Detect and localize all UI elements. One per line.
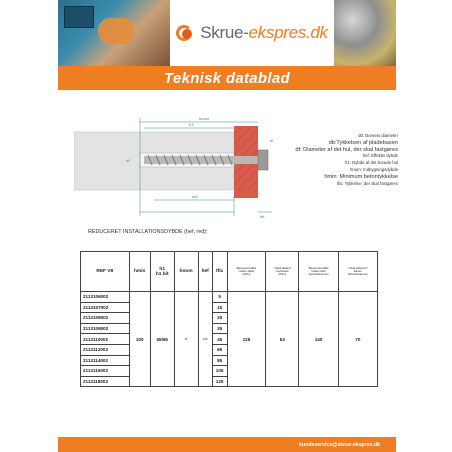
legend-hmin: hmin: Minimum betontykkelse — [324, 173, 398, 180]
cell-tfix: 15 — [212, 302, 227, 313]
tool-case-shape — [64, 6, 94, 28]
label-tfix: tfix — [260, 215, 265, 219]
footer — [58, 437, 396, 452]
label-hef: hef — [192, 194, 198, 199]
header-photo-screws — [334, 0, 396, 66]
header-edge-distance-2: Kritisk afstand til kanten (betonbæreevne) — [338, 252, 377, 292]
header-hef: hef — [198, 252, 212, 292]
cell-tfix: 105 — [212, 366, 227, 377]
table-row — [81, 292, 378, 303]
logo[interactable] — [170, 0, 334, 66]
cell-capacity-1: 125 — [227, 292, 266, 387]
cell-capacity-2: 140 — [299, 292, 338, 387]
header — [58, 0, 396, 66]
label-h1: h1 — [189, 122, 194, 127]
legend-tfix: tfix: Tykkelse, der skal fastgøres — [336, 180, 398, 186]
page-title: Teknisk datablad — [164, 69, 290, 87]
table-title: REDUCERET INSTALLATIONSDYBDE (hef, red): — [88, 229, 208, 235]
legend-hef: hef: Effektiv dybde — [362, 153, 398, 159]
cell-tfix: 35 — [212, 323, 227, 334]
header-photo-tools — [58, 0, 170, 66]
title-banner — [58, 66, 396, 90]
cell-tfix: 45 — [212, 334, 227, 345]
cell-ref: 2113114002 — [81, 355, 130, 366]
cell-tfix: 85 — [212, 355, 227, 366]
cell-ref: 2113110002 — [81, 334, 130, 345]
cell-ref: 2113109002 — [81, 323, 130, 334]
glove-shape — [98, 18, 134, 44]
spec-table — [80, 251, 378, 387]
cell-tfix: 65 — [212, 344, 227, 355]
header-hmin: hmin — [129, 252, 150, 292]
anchor-diagram — [74, 112, 284, 222]
cell-edge-1: 63 — [266, 292, 299, 387]
screw-shaft — [144, 156, 258, 164]
cell-edge-2: 70 — [338, 292, 377, 387]
cell-ref: 2113108002 — [81, 313, 130, 324]
label-hnom: hnom — [199, 116, 210, 121]
cell-ref: 2113118002 — [81, 376, 130, 387]
cell-tfix: 25 — [212, 313, 227, 324]
datasheet-page — [58, 0, 396, 452]
header-hnom: hnom — [174, 252, 198, 292]
header-tfix: tfix — [212, 252, 227, 292]
cell-tfix: 125 — [212, 376, 227, 387]
cell-hmin: 100 — [129, 292, 150, 387]
cell-ref: 2113112002 — [81, 344, 130, 355]
legend-hnom: hnom: Indbygningsdybde — [349, 166, 398, 172]
cell-tfix: 5 — [212, 292, 227, 303]
table-header-row — [81, 252, 378, 292]
legend-d0: d0: Boreets diameter — [358, 133, 398, 138]
logo-text: Skrue-ekspres.dk — [200, 23, 328, 42]
header-capacity-2: Bæreevnemiddel mellem sikre (betonbæreevne) — [299, 252, 338, 292]
logo-icon — [176, 23, 196, 43]
cell-h1: 65/65 — [150, 292, 174, 387]
cell-hef: 4/15 — [198, 292, 212, 387]
cell-ref: 2113116002 — [81, 366, 130, 377]
diagram-legend — [258, 133, 398, 187]
header-capacity-1: Bæreevnemiddel mellem sikker (kN/m) — [227, 252, 266, 292]
legend-db: db:Tykkelsen af pladebasen — [328, 139, 398, 146]
label-d0: d0 — [126, 159, 130, 163]
label-df: df — [270, 139, 273, 143]
header-ref: REF V8 — [81, 252, 130, 292]
cell-ref: 2113106002 — [81, 292, 130, 303]
cell-ref: 2113107002 — [81, 302, 130, 313]
header-edge-distance-1: Kritisk afstand vcal kanten (kN/m) — [266, 252, 299, 292]
contact-email-link[interactable]: kundeservice@skrue-ekspres.dk — [299, 441, 380, 448]
cell-hnom: 55 — [174, 292, 198, 387]
legend-h1: h1: Dybde af det borede hul — [344, 160, 398, 166]
legend-df: df: Diameter af det hul, der skal fastgøres — [295, 146, 398, 153]
header-h1: h1 h1 bit — [150, 252, 174, 292]
